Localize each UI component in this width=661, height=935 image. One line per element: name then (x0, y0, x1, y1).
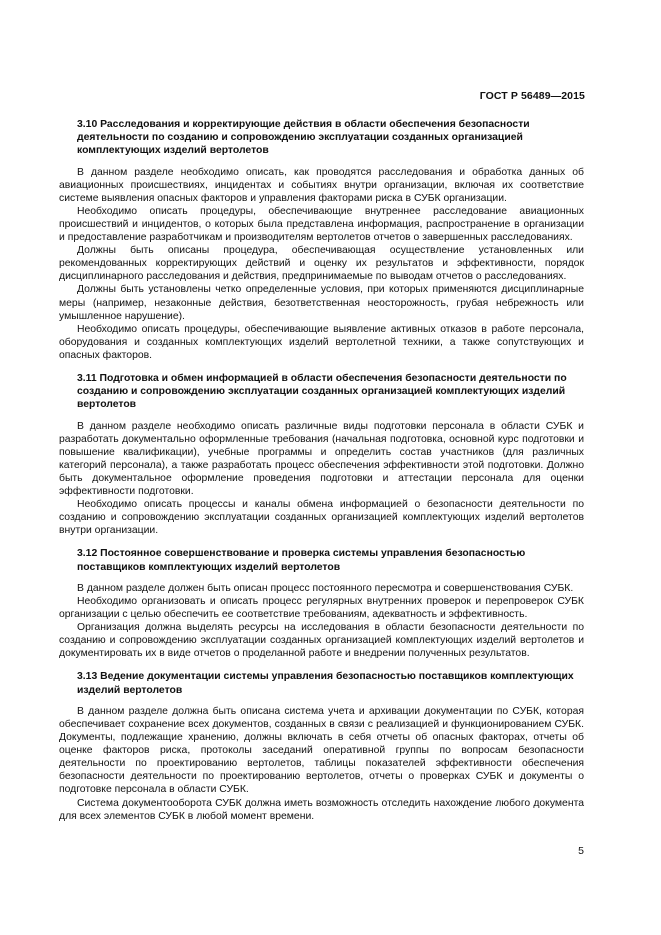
paragraph: Организация должна выделять ресурсы на исследования в области безопасности деятельности по созданию и сопровождению эксплуатации созданных организацией комплектующих изделий вертолетов и документировать их в виде отчетов о проделанной работе и внедрении полученных результатов. (59, 622, 584, 660)
page-number: 5 (578, 845, 584, 857)
paragraph: В данном разделе необходимо описать, как проводятся расследования и обработка данных об авиационных происшествиях, инцидентах и событиях внутри организации, включая их соответствие системе выявления опасных факторов и управления факторами риска в СУБК организации. (59, 166, 584, 204)
section-3-10 (59, 118, 584, 362)
section-heading: 3.13 Ведение документации системы управления безопасностью поставщиков комплектующих изделий вертолетов (77, 671, 574, 696)
paragraph: Должны быть установлены четко определенные условия, при которых применяются дисциплинарные меры (например, незаконные действия, безответственная неосторожность, грубая небрежность или умышленное нарушение). (59, 284, 584, 322)
paragraph: В данном разделе необходимо описать различные виды подготовки персонала в области СУБК и разработать документально оформленные требования (начальная подготовка, основной курс подготовки и повышение квалификации), учебные программы и определить состав участников (для различных категорий персонала), а также разработать процесс обеспечения эффективности этой подготовки. Должно быть документальное оформление проведения подготовки и аттестации персонала для оценки эффективности подготовки. (59, 420, 584, 498)
document-body (59, 118, 584, 823)
section-3-13 (59, 670, 584, 822)
paragraph: Необходимо организовать и описать процесс регулярных внутренних проверок и перепроверок СУБК организации с целью обеспечить ее соответствие требованиям, адекватность и эффективность. (59, 595, 584, 621)
paragraph: Система документооборота СУБК должна иметь возможность отследить нахождение любого документа для всех элементов СУБК в любой момент времени. (59, 797, 584, 822)
standard-code: ГОСТ Р 56489—2015 (479, 90, 585, 102)
paragraph: Должны быть описаны процедура, обеспечивающая осуществление установленных или рекомендованных корректирующих действий и оценку их результатов и эффективности, порядок дисциплинарного расследования и действия, предпринимаемые по выводам отчетов о расследованиях. (59, 245, 584, 283)
paragraph: Необходимо описать процессы и каналы обмена информацией о безопасности деятельности по созданию и сопровождению эксплуатации созданных организацией комплектующих изделий вертолетов внутри организации. (59, 499, 584, 537)
section-3-11 (59, 372, 584, 537)
paragraph: В данном разделе должен быть описан процесс постоянного пересмотра и совершенствования СУБК. (77, 582, 574, 594)
section-heading: 3.10 Расследования и корректирующие действия в области обеспечения безопасности деятельности по созданию и сопровождению эксплуатации созданных организацией комплектующих изделий вертолетов (77, 119, 530, 157)
paragraph: Необходимо описать процедуры, обеспечивающие выявление активных отказов в работе персонала, оборудования и созданных комплектующих изделий вертолетной техники, а также сопутствующих и опасных факторов. (59, 323, 584, 361)
paragraph: Необходимо описать процедуры, обеспечивающие внутреннее расследование авиационных происшествий и инцидентов, о которых была представлена информация, распространение в организации и предоставление разработчикам и производителям вертолетов отчетов о завершенных расследованиях. (59, 205, 584, 244)
section-heading: 3.12 Постоянное совершенствование и проверка системы управления безопасностью поставщиков комплектующих изделий вертолетов (77, 548, 526, 573)
paragraph: В данном разделе должна быть описана система учета и архивации документации по СУБК, которая обеспечивает сохранение всех документов, созданных в связи с реализацией и функционированием СУБК. Документы, подлежащие хранению, должны включать в себя отчеты об опасных факторах, отчеты об оценке факторов риска, протоколы заседаний оперативной группы по вопросам безопасности деятельности по проектированию вертолетов, таблицы показателей эффективности обеспечения безопасности деятельности по проектированию вертолетов, отчеты о проверках СУБК и документы о подготовке персонала в области СУБК. (59, 705, 584, 796)
section-3-12 (59, 547, 584, 660)
section-heading: 3.11 Подготовка и обмен информацией в области обеспечения безопасности деятельности по созданию и сопровождению эксплуатации созданных организацией комплектующих изделий вертолетов (77, 373, 567, 411)
